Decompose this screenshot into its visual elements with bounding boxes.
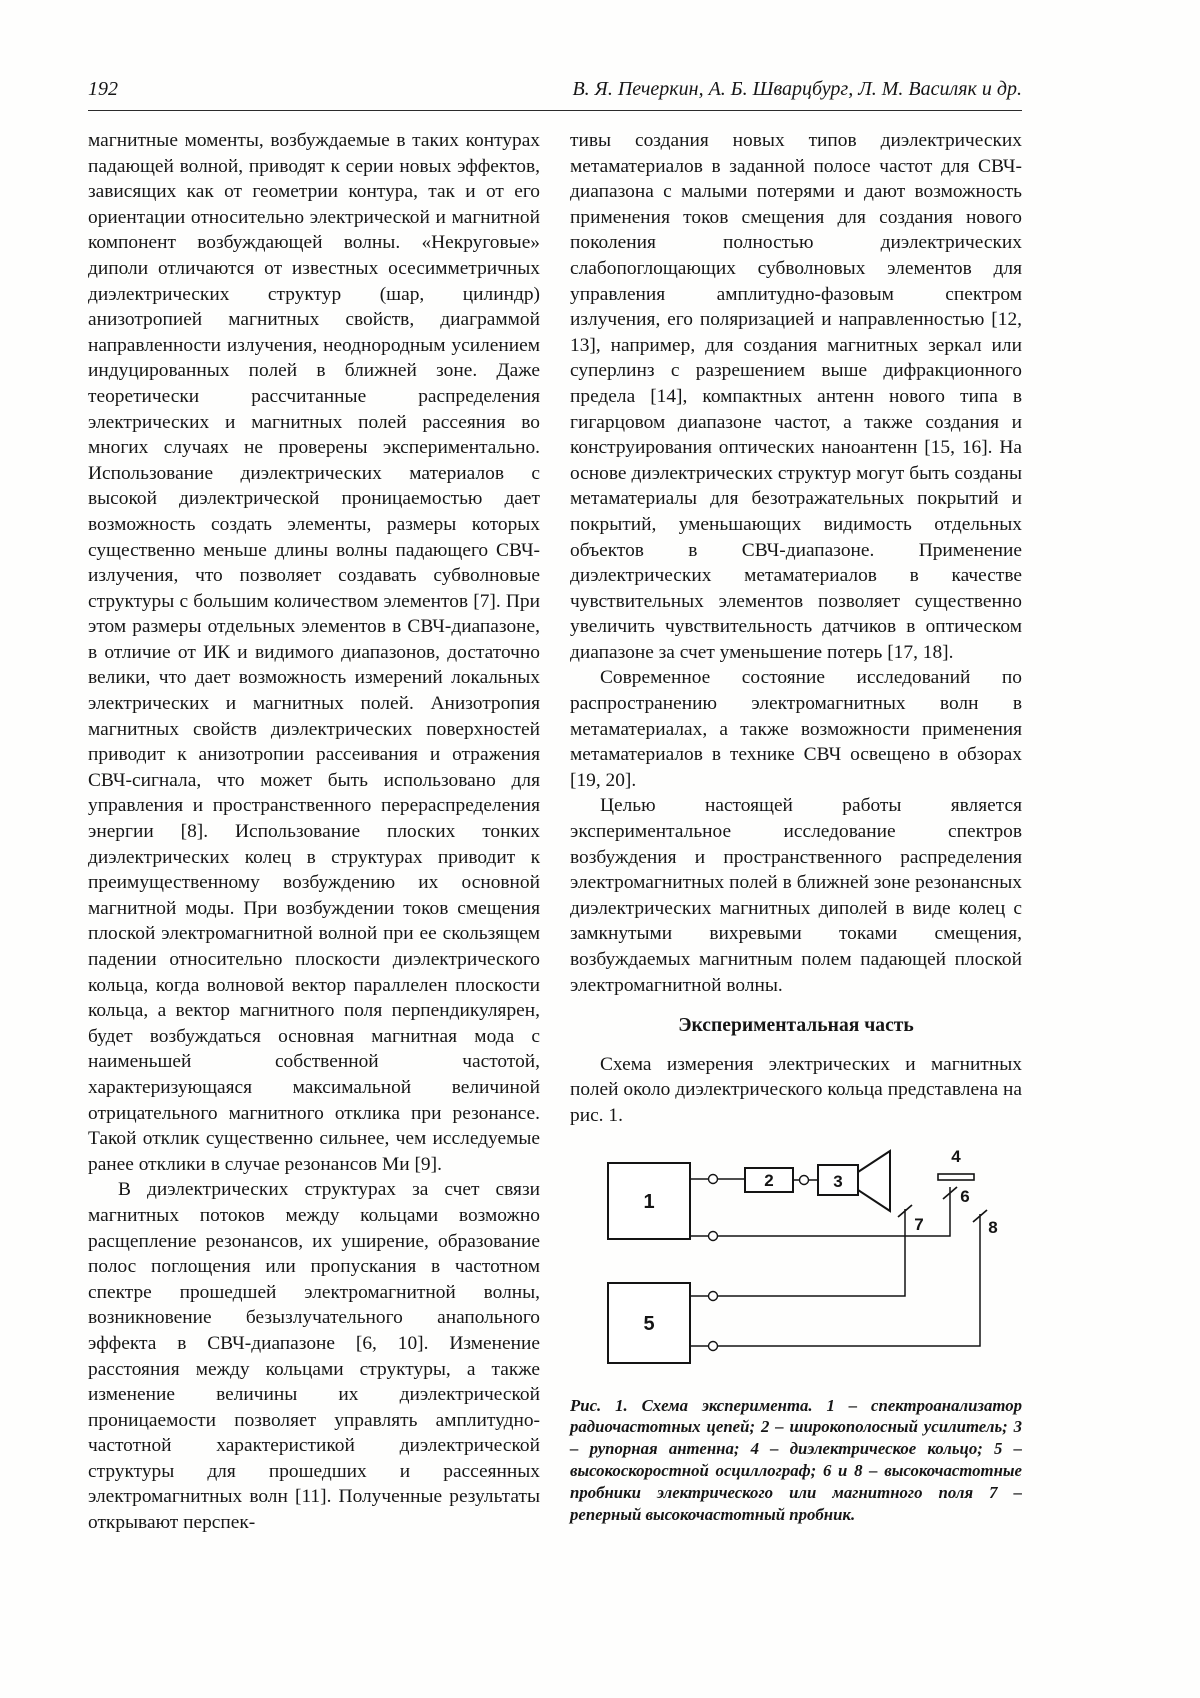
label-horn: 3 [833, 1171, 843, 1191]
connector-dot [709, 1174, 718, 1183]
label-probe7: 7 [914, 1214, 924, 1234]
two-column-body [88, 128, 1022, 1536]
paragraph: магнитные моменты, возбуждаемые в таких контурах падающей волной, приводят к серии новых эффектов, зависящих как от геометрии контура, так и от его ориентации относительно электрической и магнитной компонент возбуждающей волны. «Некруговые» диполи отличаются от известных осесимметричных диэлектрических структур (шар, цилиндр) анизотропией магнитных свойств, диаграммой направленности излучения, неоднородным усилением индуцированных полей в ближней зоне. Даже теоретически рассчитанные распределения электрических и магнитных полей рассеяния во многих случаях не проверены экспериментально. Использование диэлектрических материалов с высокой диэлектрической проницаемостью дает возможность создать элементы, размеры которых существенно меньше длины волны падающего СВЧ-излучения, что позволяет создавать субволновые структуры с большим количеством элементов [7]. При этом размеры отдельных элементов в СВЧ-диапазоне, в отличие от ИК и видимого диапазонов, достаточно велики, что дает возможность измерений локальных электрических и магнитных полей. Анизотропия магнитных свойств диэлектрических поверхностей приводит к анизотропии рассеивания и отражения СВЧ-сигнала, что может быть использовано для управления и пространственного перераспределения энергии [8]. Использование плоских тонких диэлектрических колец в структурах приводит к преимущественному возбуждению их основной магнитной моды. При возбуждении токов смещения плоской электромагнитной волной при ее скользящем падении относительно плоскости диэлектрического кольца, когда волновой вектор параллелен плоскости кольца, а вектор магнитного поля перпендикулярен, будет возбуждаться основная магнитная мода с наименьшей собственной частотой, характеризующаяся максимальной величиной отрицательного магнитного отклика при резонансе. Такой отклик существенно сильнее, чем исследуемые ранее отклики в случае резонансов Ми [9]. [88, 130, 540, 1175]
paragraph: Современное состояние исследований по распространению электромагнитных волн в метаматериалах, а также возможности применения метаматериалов в технике СВЧ освещено в обзорах [19, 20]. [570, 667, 1022, 791]
experiment-schematic-diagram [570, 1141, 1022, 1381]
label-analyzer: 1 [643, 1190, 655, 1213]
wire-oscilloscope-to-probe8 [690, 1214, 980, 1346]
paragraph: Схема измерения электрических и магнитных полей около диэлектрического кольца представлена на рис. 1. [570, 1053, 1022, 1126]
label-ring: 4 [951, 1146, 961, 1166]
dielectric-ring-bar [938, 1174, 974, 1180]
paragraph: Целью настоящей работы является экспериментальное исследование спектров возбуждения и пространственного распределения электромагнитных полей в ближней зоне резонансных диэлектрических магнитных диполей в виде колец с замкнутыми вихревыми токами смещения, возбуждаемых магнитным полем падающей плоской электромагнитной волны. [570, 795, 1022, 996]
connector-dot [709, 1231, 718, 1240]
label-oscilloscope: 5 [643, 1312, 655, 1335]
authors-running-head: В. Я. Печеркин, А. Б. Шварцбург, Л. М. Василяк и др. [572, 78, 1022, 100]
label-amplifier: 2 [764, 1170, 774, 1190]
page-content [88, 78, 1022, 1536]
paragraph: В диэлектрических структурах за счет связи магнитных потоков между кольцами возможно расщепление резонансов, их уширение, образование полос поглощения или пропускания в частотном спектре прошедшей электромагнитной волны, возникновение безызлучательного анапольного эффекта в СВЧ-диапазоне [6, 10]. Изменение расстояния между кольцами структуры, а также изменение величины их диэлектрической проницаемости позволяет управлять амплитудно-частотной характеристикой диэлектрической структуры для прошедших и рассеянных электромагнитных волн [11]. Полученные результаты открывают перспек- [88, 1179, 540, 1534]
horn-antenna-icon [858, 1151, 890, 1211]
right-column [570, 128, 1022, 1536]
figure-caption: Рис. 1. Схема эксперимента. 1 – спектроанализатор радиочастотных цепей; 2 – широкополосный усилитель; 3 – рупорная антенна; 4 – диэлектрическое кольцо; 5 – высокоскоростной осциллограф; 6 и 8 – высокочастотные пробники электрического или магнитного поля 7 – реперный высокочастотный пробник. [570, 1395, 1022, 1524]
connector-dot [800, 1175, 809, 1184]
connector-dot [709, 1291, 718, 1300]
label-probe6: 6 [960, 1186, 970, 1206]
label-probe8: 8 [988, 1217, 998, 1237]
section-heading: Экспериментальная часть [678, 1015, 914, 1037]
page-header [88, 78, 1022, 111]
page-number: 192 [88, 78, 118, 100]
left-column [88, 128, 540, 1536]
figure-1 [570, 1141, 1022, 1526]
wire-oscilloscope-to-probe7 [690, 1209, 905, 1296]
connector-dot [709, 1341, 718, 1350]
paragraph: тивы создания новых типов диэлектрических метаматериалов в заданной полосе частот для СВЧ-диапазона с малыми потерями и дают возможность применения токов смещения для создания нового поколения полностью диэлектрических слабопоглощающих субволновых элементов для управления амплитудно-фазовым спектром излучения, его поляризацией и направленностью [12, 13], например, для создания магнитных зеркал или суперлинз с разрешением выше дифракционного предела [14], компактных антенн нового типа в гигарцовом диапазоне частот, а также создания и конструирования оптических наноантенн [15, 16]. На основе диэлектрических структур могут быть созданы метаматериалы для безотражательных покрытий и покрытий, уменьшающих видимость отдельных объектов в СВЧ-диапазоне. Применение диэлектрических метаматериалов в качестве чувствительных элементов позволяет существенно увеличить чувствительность датчиков в оптическом диапазоне за счет уменьшение потерь [17, 18]. [570, 130, 1022, 663]
